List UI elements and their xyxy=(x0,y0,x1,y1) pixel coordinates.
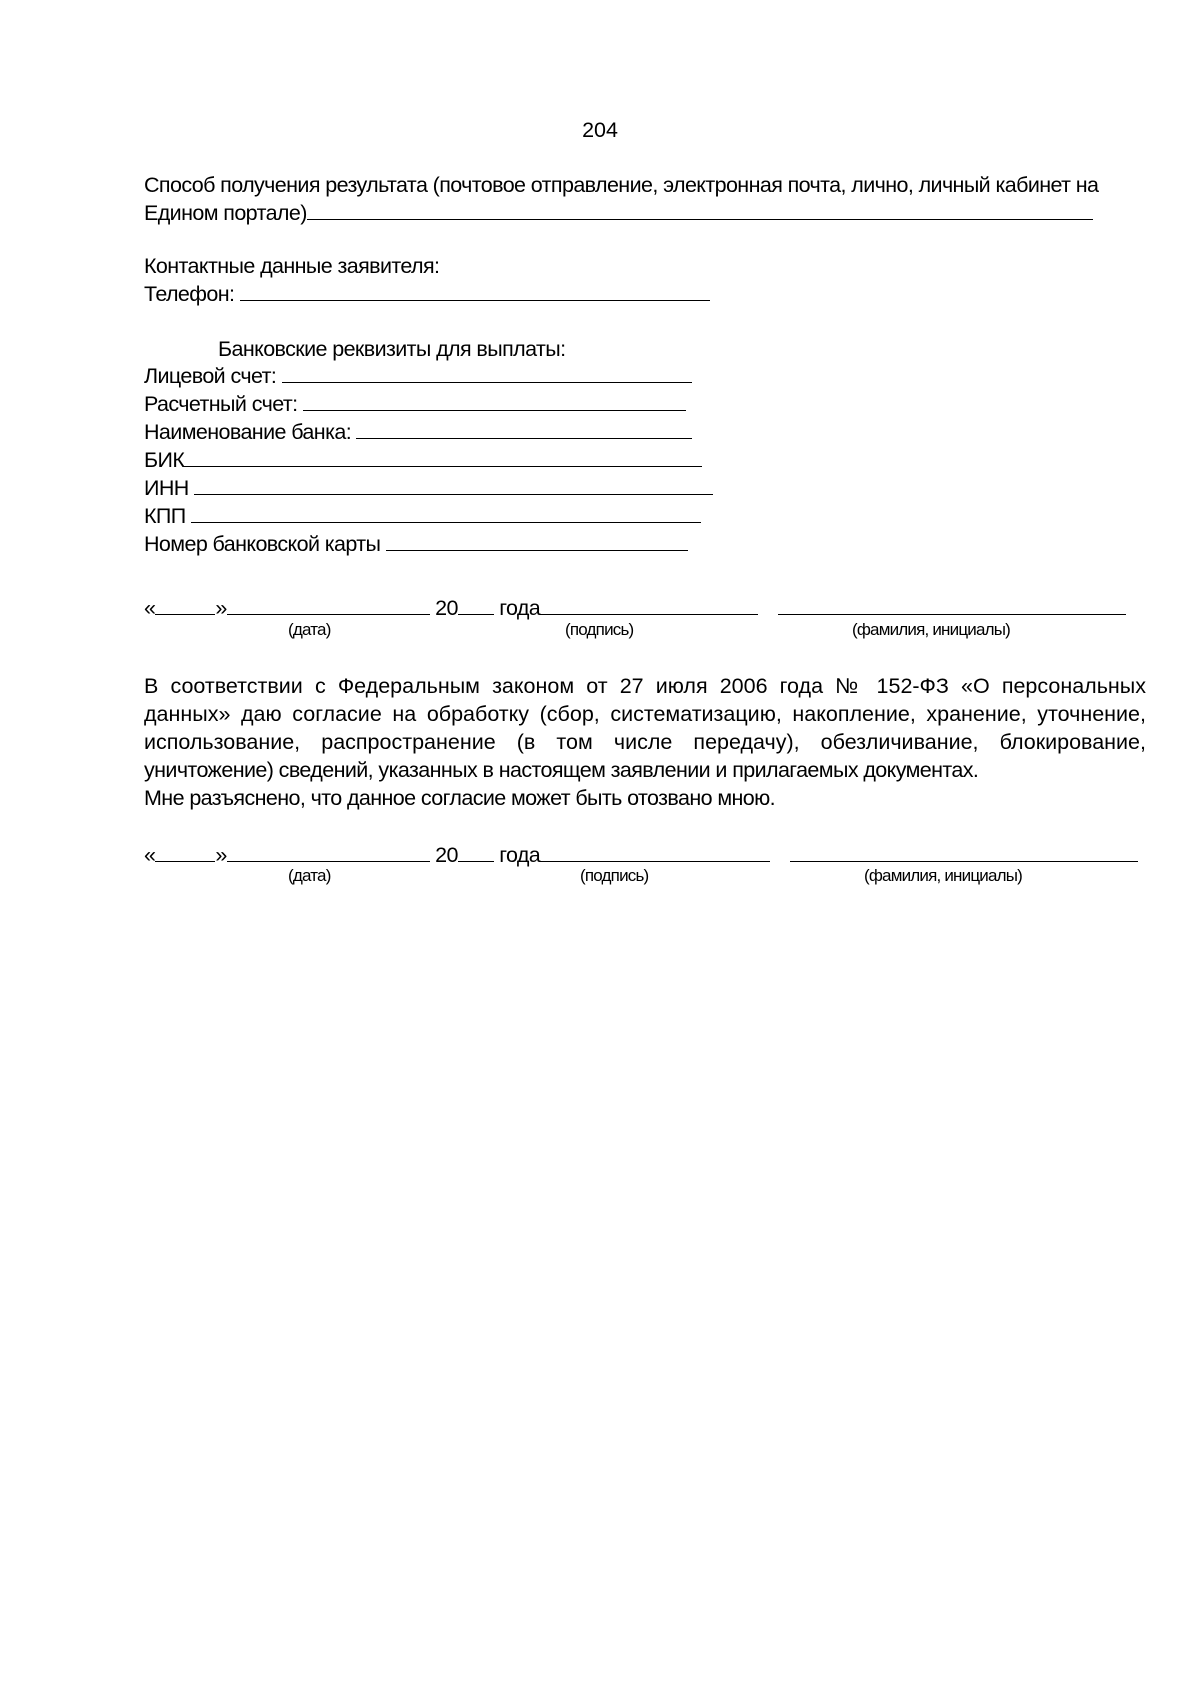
consent-line-5: Мне разъяснено, что данное согласие может быть отозвано мною. xyxy=(144,786,776,810)
consent-line-1: В соответствии с Федеральным законом от 27 июля 2006 года № 152-ФЗ «О персональных xyxy=(144,674,1146,698)
quote-open: « xyxy=(144,596,156,620)
inn-line xyxy=(144,474,713,502)
year-prefix: 20 xyxy=(435,596,458,620)
settlement-account-label: Расчетный счет: xyxy=(144,392,298,416)
signature-caption: (подпись) xyxy=(580,866,649,885)
name-field[interactable] xyxy=(790,842,1138,862)
kpp-label: КПП xyxy=(144,504,186,528)
day-field[interactable] xyxy=(155,595,215,615)
card-number-line xyxy=(144,530,688,558)
quote-close: » xyxy=(215,843,227,867)
year-field[interactable] xyxy=(458,595,494,615)
personal-account-line xyxy=(144,362,692,390)
card-number-label: Номер банковской карты xyxy=(144,532,381,556)
personal-account-label: Лицевой счет: xyxy=(144,364,277,388)
kpp-field[interactable] xyxy=(191,503,701,523)
name-caption: (фамилия, инициалы) xyxy=(864,866,1023,885)
name-caption: (фамилия, инициалы) xyxy=(852,620,1011,639)
date-caption: (дата) xyxy=(288,866,331,885)
bik-label: БИК xyxy=(144,448,185,472)
year-prefix: 20 xyxy=(435,843,458,867)
settlement-account-field[interactable] xyxy=(303,391,686,411)
phone-label: Телефон: xyxy=(144,282,235,306)
result-method-field[interactable] xyxy=(307,200,1093,220)
quote-open: « xyxy=(144,843,156,867)
page-number: 204 xyxy=(582,118,618,142)
signature-line-1 xyxy=(144,594,1126,622)
month-field[interactable] xyxy=(227,595,430,615)
year-suffix: года xyxy=(499,596,541,620)
date-caption: (дата) xyxy=(288,620,331,639)
card-number-field[interactable] xyxy=(386,531,688,551)
bank-name-label: Наименование банка: xyxy=(144,420,352,444)
year-suffix: года xyxy=(499,843,541,867)
kpp-line xyxy=(144,502,701,530)
signature-line-2 xyxy=(144,841,1138,869)
bank-heading: Банковские реквизиты для выплаты: xyxy=(218,337,566,361)
inn-label: ИНН xyxy=(144,476,189,500)
day-field[interactable] xyxy=(155,842,215,862)
signature-field[interactable] xyxy=(540,842,770,862)
bank-name-line xyxy=(144,418,692,446)
result-method-line-1: Способ получения результата (почтовое отправление, электронная почта, лично, личный кабинет на xyxy=(144,173,1099,197)
consent-line-2: данных» даю согласие на обработку (сбор, систематизацию, накопление, хранение, уточнение, xyxy=(144,702,1146,726)
inn-field[interactable] xyxy=(194,475,713,495)
consent-line-4: уничтожение) сведений, указанных в настоящем заявлении и прилагаемых документах. xyxy=(144,758,979,782)
settlement-account-line xyxy=(144,390,686,418)
bik-line xyxy=(144,446,702,474)
consent-line-3: использование, распространение (в том числе передачу), обезличивание, блокирование, xyxy=(144,730,1146,754)
result-method-label: Едином портале) xyxy=(144,201,307,225)
phone-field[interactable] xyxy=(240,281,710,301)
month-field[interactable] xyxy=(227,842,430,862)
signature-caption: (подпись) xyxy=(565,620,634,639)
quote-close: » xyxy=(215,596,227,620)
contacts-heading: Контактные данные заявителя: xyxy=(144,254,440,278)
year-field[interactable] xyxy=(458,842,494,862)
personal-account-field[interactable] xyxy=(282,363,692,383)
bik-field[interactable] xyxy=(184,447,702,467)
phone-line xyxy=(144,280,710,308)
name-field[interactable] xyxy=(778,595,1126,615)
bank-name-field[interactable] xyxy=(356,419,692,439)
signature-field[interactable] xyxy=(540,595,758,615)
result-method-line-2 xyxy=(144,199,1093,227)
